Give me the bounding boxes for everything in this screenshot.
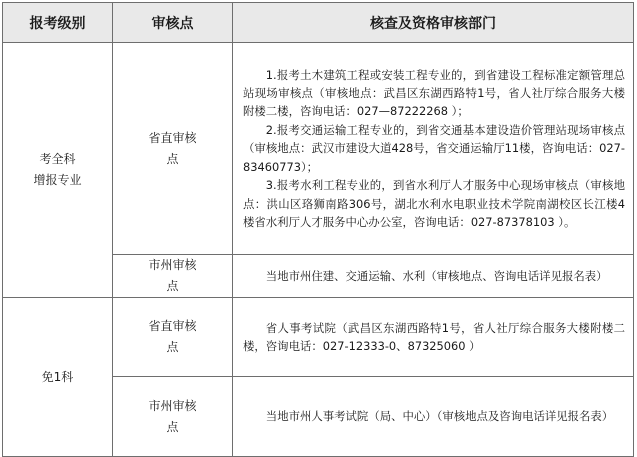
dept-item-transport: 2.报考交通运输工程专业的，到省交通基本建设造价管理站现场审核点（审核地点：武汉市建设大道428号，省交通运输厅11楼，咨询电话：027-83460773）； xyxy=(243,122,625,174)
level-cell-full: 考全科 增报专业 xyxy=(3,43,113,298)
header-department: 核查及资格审核部门 xyxy=(233,3,634,43)
header-level: 报考级别 xyxy=(3,3,113,43)
dept-item-city-exam: 当地市州人事考试院（局、中心）（审核地点及咨询电话详见报名表） xyxy=(265,409,614,424)
dept-cell-city-exempt xyxy=(233,377,634,457)
dept-item-city: 当地市州住建、交通运输、水利（审核地点、咨询电话详见报名表） xyxy=(265,268,608,283)
table-row xyxy=(3,43,634,255)
point-cell-provincial-exempt: 省直审核 点 xyxy=(113,298,233,377)
header-review-point: 审核点 xyxy=(113,3,233,43)
dept-item-water: 3.报考水利工程专业的，到省水利厅人才服务中心现场审核点（审核地点：洪山区珞狮南路306号，湖北水利水电职业技术学院南湖校区长江楼4楼省水利厅人才服务中心办公室，咨询电话：027-87378103 ）。 xyxy=(243,178,625,229)
level-cell-exempt: 免1科 xyxy=(3,298,113,457)
table-row xyxy=(3,298,634,377)
dept-cell-provincial-exempt xyxy=(233,298,634,377)
dept-cell-city xyxy=(233,255,634,298)
point-cell-city-exempt: 市州审核 点 xyxy=(113,377,233,457)
table-header-row xyxy=(3,3,634,43)
review-department-table xyxy=(2,2,634,457)
dept-cell-provincial xyxy=(233,43,634,255)
point-cell-provincial: 省直审核 点 xyxy=(113,43,233,255)
dept-item-exam-center: 省人事考试院（武昌区东湖西路特1号，省人社厅综合服务大楼附楼二楼，咨询电话：027-12333-0、87325060 ） xyxy=(243,320,625,353)
point-cell-city: 市州审核 点 xyxy=(113,255,233,298)
dept-item-civil: 1.报考土木建筑工程或安装工程专业的，到省建设工程标准定额管理总站现场审核点（审核地点：武昌区东湖西路特1号，省人社厅综合服务大楼附楼二楼，咨询电话：027—87222268 ）； xyxy=(243,67,625,119)
